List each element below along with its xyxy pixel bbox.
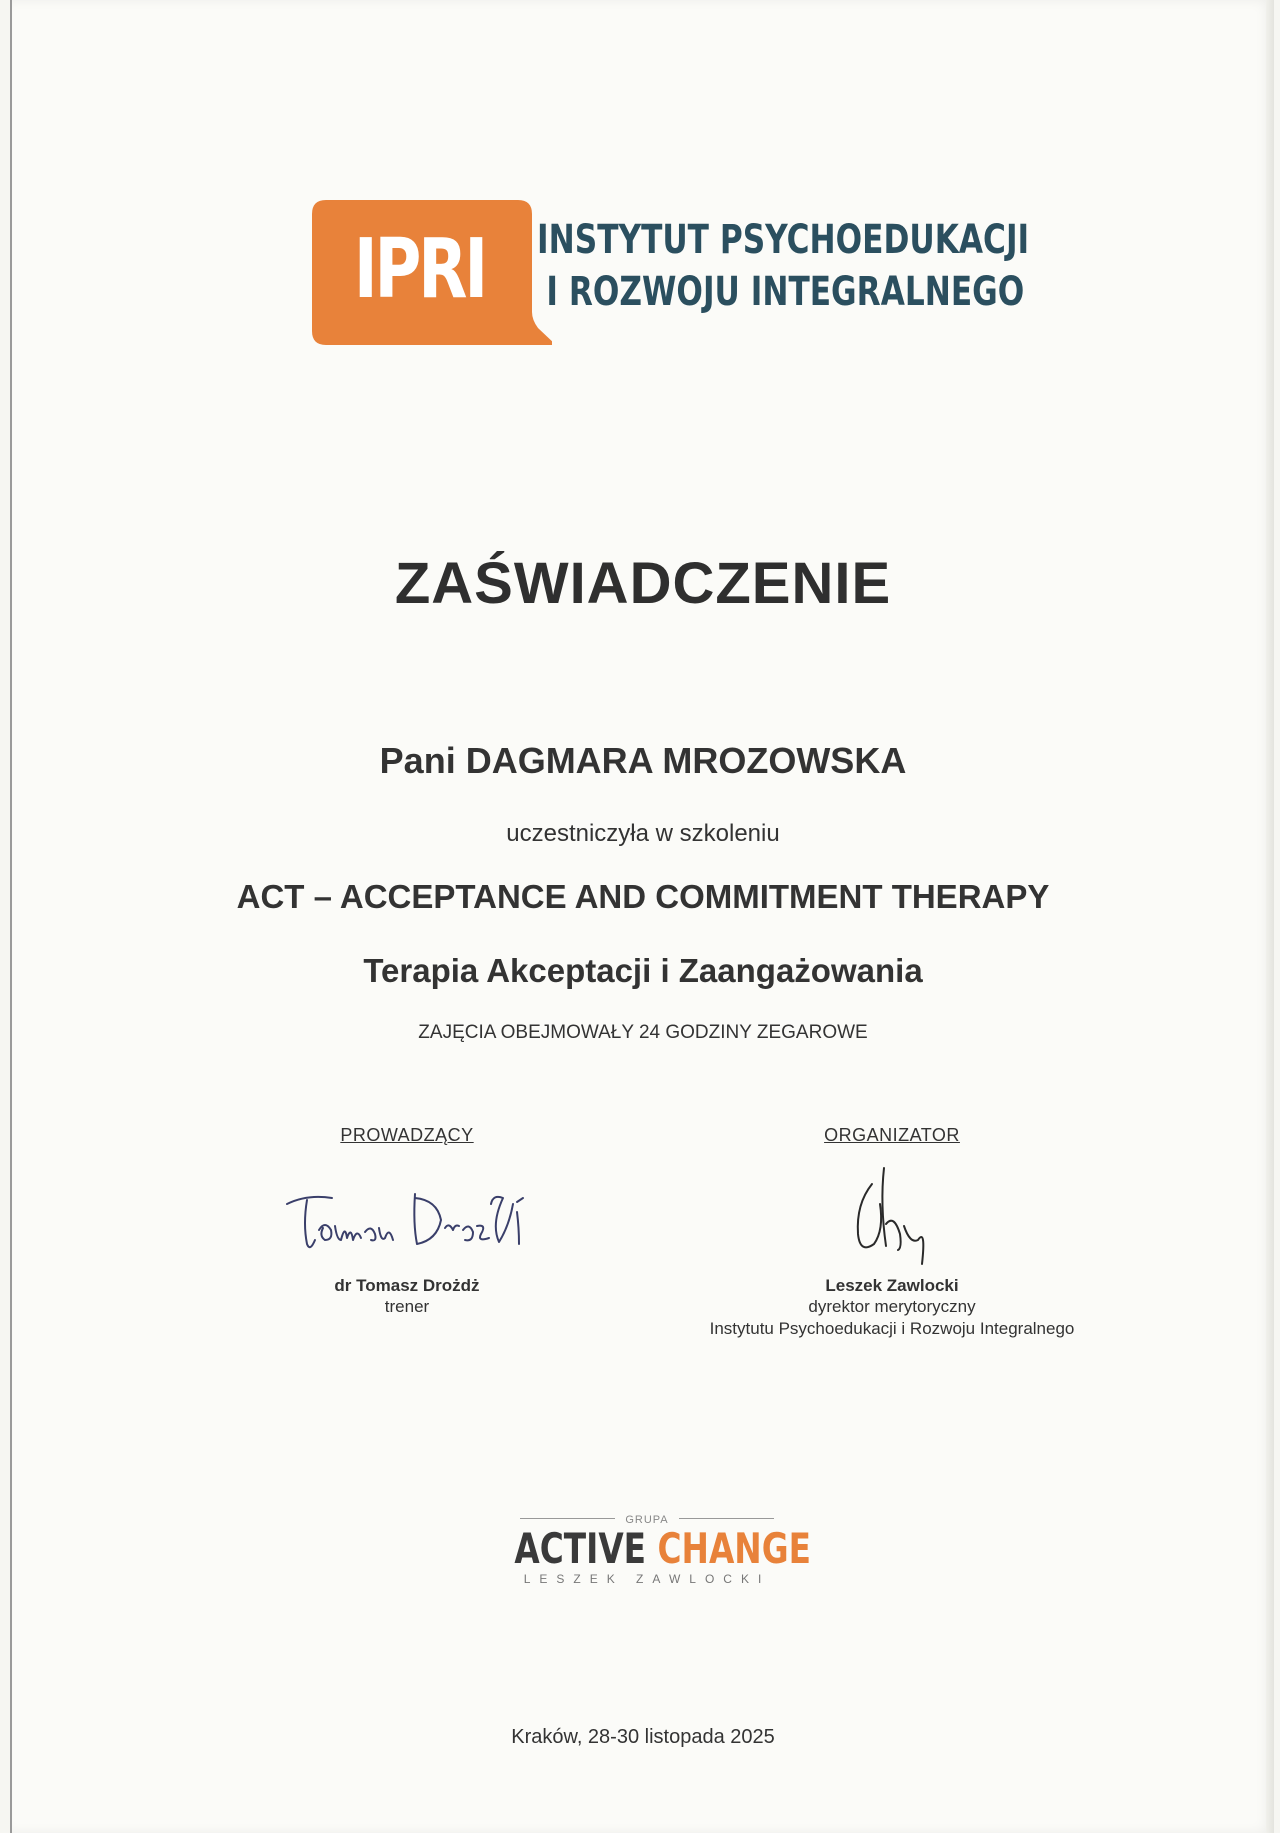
ipri-logo [312, 200, 1030, 350]
paper-edge [1266, 0, 1274, 1833]
active-change-logo [514, 1510, 811, 1600]
signature-trainer [232, 1164, 582, 1274]
change-word: CHANGE [657, 1524, 811, 1573]
active-word: ACTIVE [514, 1524, 647, 1573]
active-change-subtitle: LESZEK ZAWLOCKI [523, 1572, 771, 1586]
ipri-letters: IPRI [353, 222, 486, 317]
logo-divider-right [679, 1518, 774, 1519]
organizer-name: Leszek Zawlocki [825, 1276, 959, 1295]
institute-name-line1: INSTYTUT PSYCHOEDUKACJI [537, 217, 1030, 263]
trainer-role: trener [384, 1297, 430, 1316]
course-title-en: ACT – ACCEPTANCE AND COMMITMENT THERAPY [236, 878, 1050, 915]
signature-block-trainer [232, 1125, 582, 1318]
handwritten-signature-organizer [822, 1164, 962, 1274]
course-hours: ZAJĘCIA OBEJMOWAŁY 24 GODZINY ZEGAROWE [418, 1022, 868, 1043]
recipient-name: Pani DAGMARA MROZOWSKA [379, 740, 907, 781]
institute-name-line2: I ROZWOJU INTEGRALNEGO [546, 269, 1025, 315]
ipri-badge [312, 200, 552, 345]
signature-heading-organizer: ORGANIZATOR [824, 1125, 960, 1145]
certificate-title: ZAŚWIADCZENIE [394, 551, 892, 616]
participation-text: uczestniczyła w szkoleniu [506, 820, 780, 847]
organizer-role-line1: dyrektor merytoryczny [808, 1297, 976, 1316]
course-title-pl: Terapia Akceptacji i Zaangażowania [363, 952, 923, 989]
organizer-role-line2: Instytutu Psychoedukacji i Rozwoju Integralnego [709, 1319, 1075, 1338]
handwritten-signature-trainer [277, 1164, 537, 1274]
institute-name [537, 214, 1030, 318]
signature-organizer [632, 1164, 1152, 1274]
active-change-wordmark [514, 1524, 811, 1573]
trainer-name: dr Tomasz Drożdż [334, 1276, 480, 1295]
signature-block-organizer [632, 1125, 1152, 1340]
signature-heading-trainer: PROWADZĄCY [340, 1125, 474, 1145]
place-and-date: Kraków, 28-30 listopada 2025 [511, 1726, 775, 1748]
certificate-page [10, 0, 1274, 1833]
active-change-grupa: GRUPA [625, 1514, 669, 1526]
logo-divider-left [520, 1518, 615, 1519]
